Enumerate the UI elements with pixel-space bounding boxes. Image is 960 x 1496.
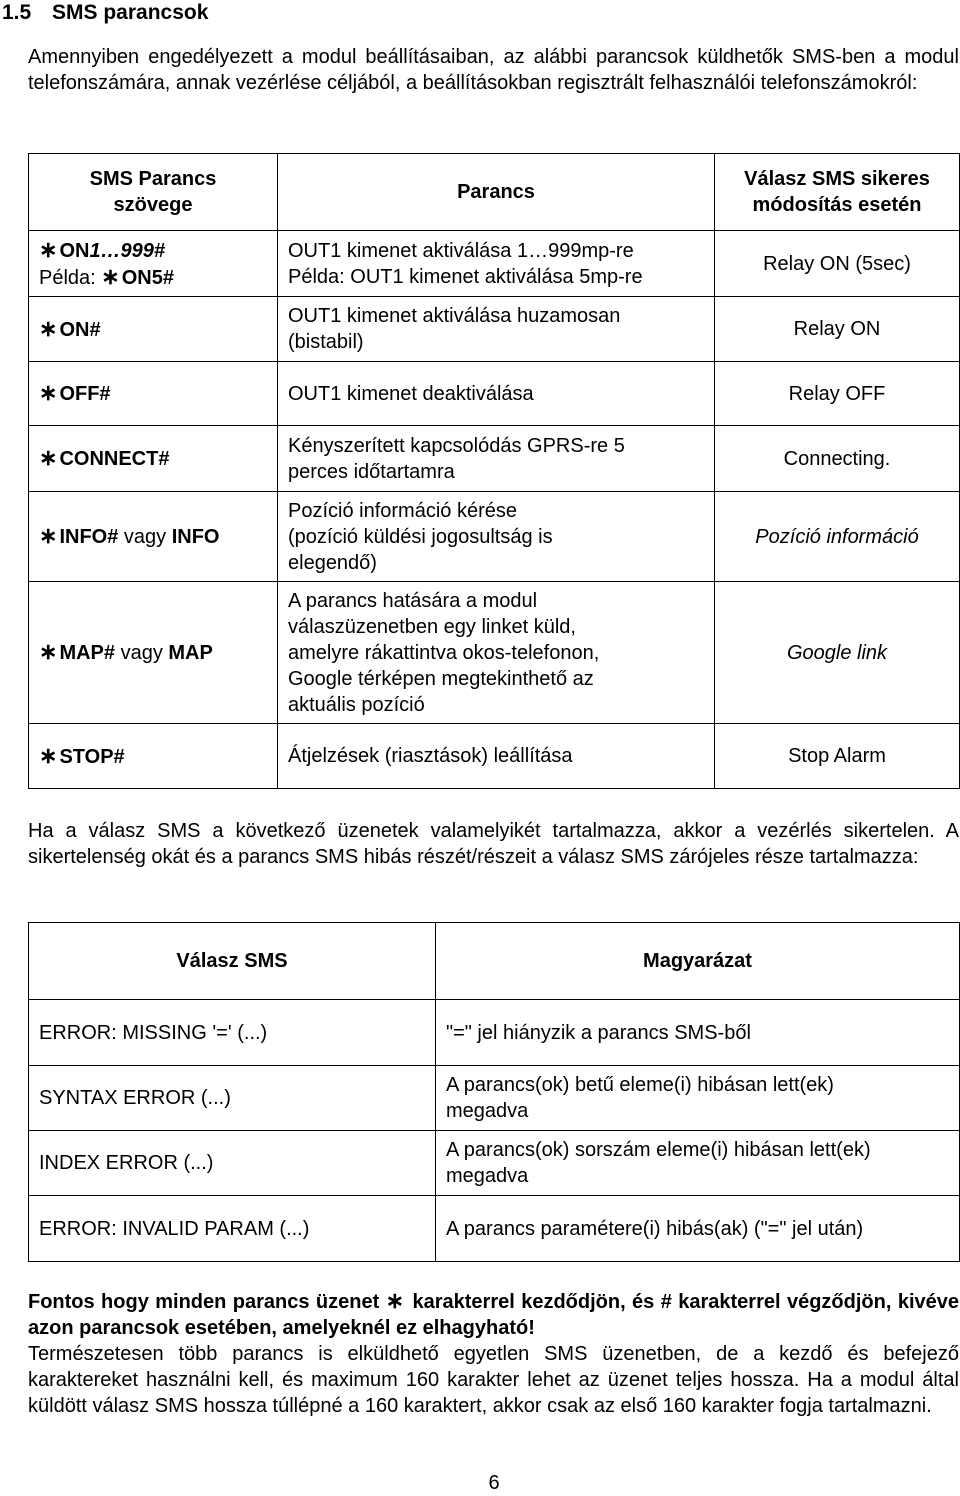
header-explanation: Magyarázat (436, 923, 960, 1000)
important-note-bold: Fontos hogy minden parancs üzenet ∗ karakterrel kezdődjön, és # karakterrel végződjön, kivéve azon parancsok esetében, amelyeknél ez elhagyható! (28, 1288, 959, 1339)
command-cell: ∗ OFF# (29, 362, 278, 426)
command-cell: ∗ ON# (29, 297, 278, 362)
explanation-cell: A parancs paramétere(i) hibás(ak) ("=" jel után) (436, 1196, 960, 1262)
header-reply: Válasz SMS sikeres módosítás esetén (715, 154, 960, 231)
table-row (29, 582, 960, 724)
table-row (29, 1000, 960, 1066)
header-command: Parancs (278, 154, 715, 231)
table-header-row (29, 923, 960, 1000)
section-number: 1.5 (2, 1, 32, 24)
reply-cell: Connecting. (715, 426, 960, 492)
header-reply-sms: Válasz SMS (29, 923, 436, 1000)
table-row (29, 231, 960, 297)
explanation-cell: A parancs(ok) sorszám eleme(i) hibásan lett(ek) megadva (436, 1131, 960, 1196)
reply-cell: Relay OFF (715, 362, 960, 426)
description-cell: Pozíció információ kérése (pozíció küldési jogosultság is elegendő) (278, 492, 715, 582)
description-cell: OUT1 kimenet aktiválása huzamosan (bistabil) (278, 297, 715, 362)
reply-cell: Relay ON (5sec) (715, 231, 960, 297)
reply-sms-cell: INDEX ERROR (...) (29, 1131, 436, 1196)
middle-text: Ha a válasz SMS a következő üzenetek valamelyikét tartalmazza, akkor a vezérlés sikertelen. A sikertelenség okát és a parancs SMS hibás részét/részeit a válasz SMS zárójeles része tartalmazza: (28, 820, 959, 868)
header-sms-text: SMS Parancs szövege (29, 154, 278, 231)
description-cell: Átjelzések (riasztások) leállítása (278, 724, 715, 789)
table-row (29, 1196, 960, 1262)
table-row (29, 492, 960, 582)
page-number: 6 (488, 1472, 500, 1494)
command-cell: ∗ CONNECT# (29, 426, 278, 492)
explanation-cell: A parancs(ok) betű eleme(i) hibásan lett(ek) megadva (436, 1066, 960, 1131)
description-cell: A parancs hatására a modul válaszüzenetben egy linket küld, amelyre rákattintva okos-telefonon, Google térképen megtekinthető az aktuális pozíció (278, 582, 715, 724)
error-replies-table (28, 922, 960, 1262)
reply-sms-cell: SYNTAX ERROR (...) (29, 1066, 436, 1131)
table-row (29, 724, 960, 789)
intro-text: Amennyiben engedélyezett a modul beállításaiban, az alábbi parancsok küldhetők SMS-ben a modul telefonszámára, annak vezérlése céljából, a beállításokban regisztrált felhasználói telefonszámokról: (28, 46, 959, 94)
sms-commands-table (28, 153, 960, 789)
table-row (29, 297, 960, 362)
intro-paragraph (28, 44, 959, 96)
reply-cell: Pozíció információ (715, 492, 960, 582)
section-title: SMS parancsok (52, 1, 209, 24)
table-row (29, 426, 960, 492)
important-note-text: Természetesen több parancs is elküldhető egyetlen SMS üzenetben, de a kezdő és befejező karaktereket használni kell, és maximum 160 karakter lehet az üzenet teljes hossza. Ha a modul által küldött válasz SMS hossza túllépné a 160 karaktert, akkor csak az első 160 karakter fogja tartalmazni. (28, 1343, 959, 1417)
important-note (28, 1288, 959, 1419)
description-cell: OUT1 kimenet aktiválása 1…999mp-re Példa: OUT1 kimenet aktiválása 5mp-re (278, 231, 715, 297)
middle-paragraph (28, 818, 959, 870)
reply-sms-cell: ERROR: MISSING '=' (...) (29, 1000, 436, 1066)
table-row (29, 1066, 960, 1131)
table-header-row (29, 154, 960, 231)
command-cell: ∗ MAP# vagy MAP (29, 582, 278, 724)
section-heading (2, 0, 208, 26)
explanation-cell: "=" jel hiányzik a parancs SMS-ből (436, 1000, 960, 1066)
table-row (29, 362, 960, 426)
command-cell: ∗ STOP# (29, 724, 278, 789)
reply-cell: Stop Alarm (715, 724, 960, 789)
description-cell: Kényszerített kapcsolódás GPRS-re 5 perces időtartamra (278, 426, 715, 492)
table-row (29, 1131, 960, 1196)
description-cell: OUT1 kimenet deaktiválása (278, 362, 715, 426)
reply-sms-cell: ERROR: INVALID PARAM (...) (29, 1196, 436, 1262)
command-cell: ∗ INFO# vagy INFO (29, 492, 278, 582)
command-cell: ∗ ON1…999# Példa: ∗ ON5# (29, 231, 278, 297)
reply-cell: Relay ON (715, 297, 960, 362)
reply-cell: Google link (715, 582, 960, 724)
